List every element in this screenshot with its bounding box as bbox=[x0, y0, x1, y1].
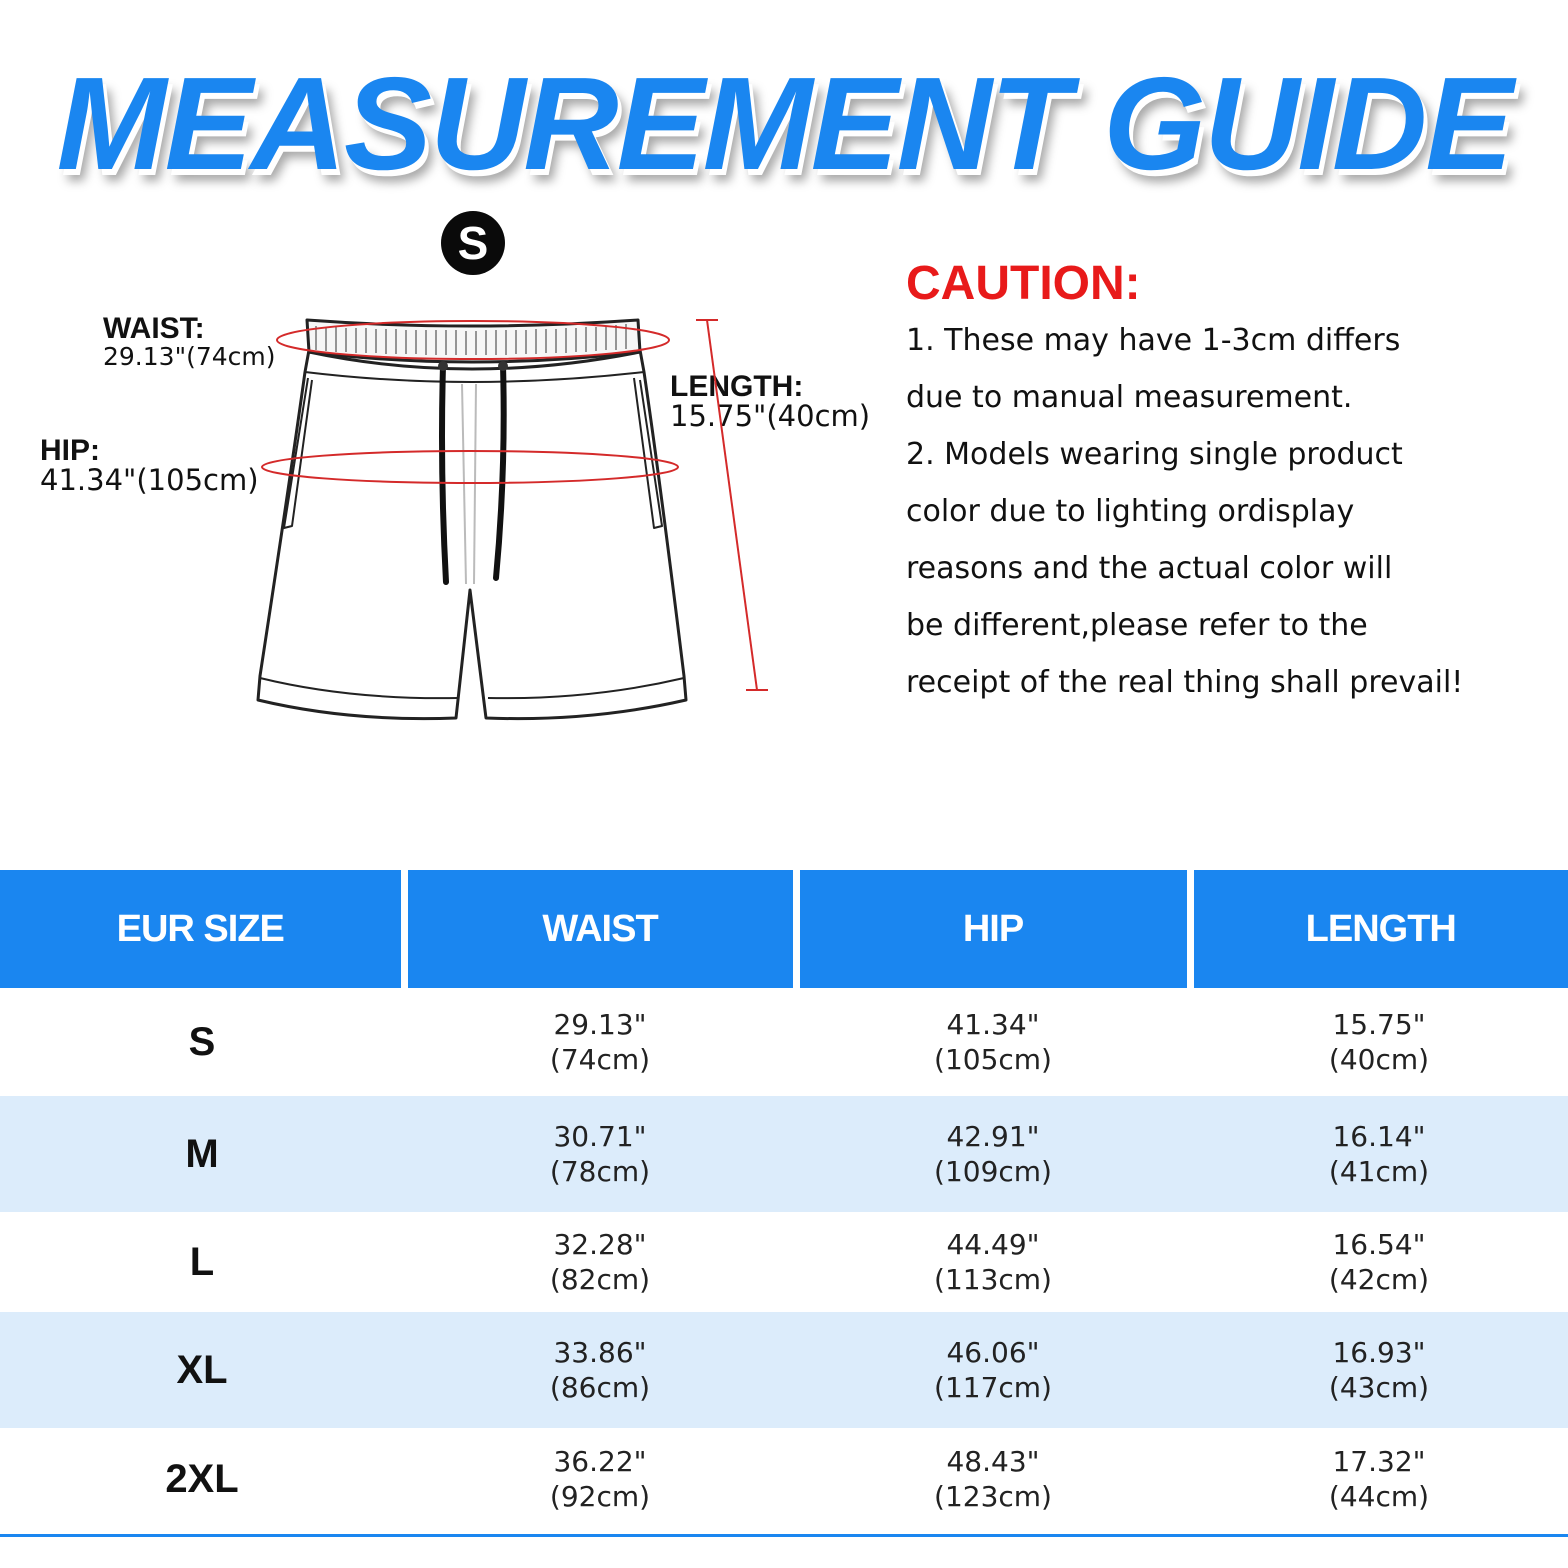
caution-title: CAUTION: bbox=[906, 257, 1141, 310]
column-header-hip: HIP bbox=[796, 870, 1190, 988]
length-callout-value: 15.75"(40cm) bbox=[670, 399, 871, 433]
hip-cell: 44.49" (113cm) bbox=[934, 1228, 1052, 1296]
size-table-header bbox=[0, 870, 1568, 988]
waist-callout-value: 29.13"(74cm) bbox=[103, 342, 276, 371]
caution-notes bbox=[906, 318, 1546, 717]
size-cell: S bbox=[188, 1019, 216, 1064]
waist-callout-label: WAIST: bbox=[103, 312, 205, 345]
caution-line: due to manual measurement. bbox=[906, 380, 1353, 415]
column-header-waist: WAIST bbox=[404, 870, 796, 988]
length-cell: 17.32" (44cm) bbox=[1328, 1445, 1430, 1513]
length-cell: 16.14" (41cm) bbox=[1190, 1096, 1568, 1212]
bottom-divider bbox=[0, 1534, 1568, 1537]
column-header-eur-size: EUR SIZE bbox=[0, 870, 404, 988]
column-header-length: LENGTH bbox=[1190, 870, 1568, 988]
hip-callout-value: 41.34"(105cm) bbox=[40, 463, 259, 497]
table-row bbox=[0, 988, 1568, 1096]
caution-line: be different,please refer to the bbox=[906, 608, 1368, 643]
caution-line: receipt of the real thing shall prevail! bbox=[906, 665, 1464, 700]
caution-line: 2. Models wearing single product bbox=[906, 437, 1403, 472]
waist-cell: 36.22" (92cm) bbox=[549, 1445, 651, 1513]
length-cell: 16.54" (42cm) bbox=[1328, 1228, 1430, 1296]
table-row bbox=[0, 1096, 1568, 1212]
caution-line: reasons and the actual color will bbox=[906, 551, 1393, 586]
size-cell: XL bbox=[0, 1312, 404, 1428]
size-cell: L bbox=[189, 1239, 215, 1284]
hip-cell: 46.06" (117cm) bbox=[796, 1312, 1190, 1428]
table-row bbox=[0, 1428, 1568, 1530]
hip-cell: 41.34" (105cm) bbox=[934, 1008, 1052, 1076]
caution-line: 1. These may have 1-3cm differs bbox=[906, 323, 1401, 358]
shorts-outline bbox=[258, 350, 686, 719]
shorts-illustration bbox=[0, 300, 900, 740]
size-cell: 2XL bbox=[165, 1456, 239, 1501]
hip-callout-label: HIP: bbox=[40, 434, 100, 467]
waist-cell: 30.71" (78cm) bbox=[404, 1096, 796, 1212]
waist-cell: 29.13" (74cm) bbox=[549, 1008, 651, 1076]
waist-cell: 33.86" (86cm) bbox=[404, 1312, 796, 1428]
caution-line: color due to lighting ordisplay bbox=[906, 494, 1355, 529]
length-cell: 15.75" (40cm) bbox=[1328, 1008, 1430, 1076]
length-measure-line bbox=[696, 320, 768, 690]
table-row bbox=[0, 1212, 1568, 1312]
waist-cell: 32.28" (82cm) bbox=[549, 1228, 651, 1296]
length-callout-label: LENGTH: bbox=[670, 370, 804, 403]
size-table bbox=[0, 870, 1568, 1530]
size-cell: M bbox=[0, 1096, 404, 1212]
size-badge: S bbox=[441, 211, 505, 275]
hip-cell: 42.91" (109cm) bbox=[796, 1096, 1190, 1212]
page-title: MEASUREMENT GUIDE bbox=[56, 50, 1512, 197]
hip-cell: 48.43" (123cm) bbox=[934, 1445, 1052, 1513]
length-cell: 16.93" (43cm) bbox=[1190, 1312, 1568, 1428]
table-row bbox=[0, 1312, 1568, 1428]
